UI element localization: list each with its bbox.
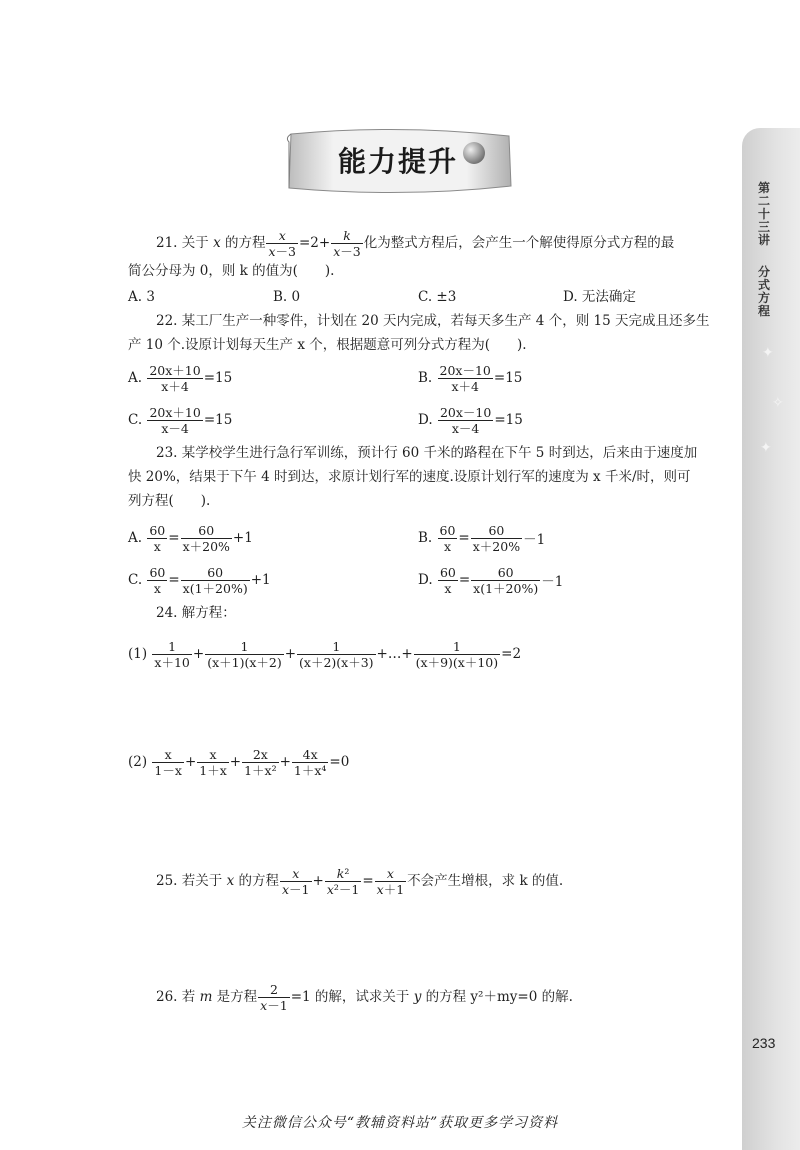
question-23: 23. 某学校学生进行急行军训练，预计行 60 千米的路程在下午 5 时到达，后来由于速度加 bbox=[156, 445, 698, 461]
chapter-label: 第二十三讲 bbox=[757, 181, 770, 247]
question-23-line2: 快 20%，结果于下午 4 时到达，求原计划行军的速度.设原计划行军的速度为 x 千米/时，则可 bbox=[128, 469, 691, 485]
option-b: B. 0 bbox=[273, 289, 301, 305]
question-21: 21. 关于 x 的方程 $\frac{x}{x-3}$ =2+ $\frac{k}{x-3}$ 化为整式方程后，会产生一个解使得原分式方程的最 bbox=[156, 228, 675, 259]
question-22-line2: 产 10 个.设原计划每天生产 x 个，根据题意可列分式方程为( ). bbox=[128, 337, 527, 353]
question-26: 26. 若 m 是方程 $\frac{2}{x-1}$ =1 的解，试求关于 y 的方程 y²＋my=0 的解. bbox=[156, 981, 573, 1013]
question-21-options bbox=[128, 285, 728, 309]
decoration-icon: ✧ bbox=[772, 395, 784, 411]
question-23-options-ab: A. $\frac{60}{x}$ = $\frac{60}{x+20\%}$ +1 B. $\frac{60}{x}$ = $\frac{60}{x+20\%}$ －1 bbox=[128, 522, 546, 554]
question-24-part1: (1) $\frac{1}{x+10}$ + $\frac{1}{(x+1)(x+2)}$ + $\frac{1}{(x+2)(x+3)}$ +…+ $\frac{1}{(x+9)(x+10)}$ =2 bbox=[128, 638, 522, 670]
decoration-icon: ✦ bbox=[760, 440, 772, 456]
exercise-content bbox=[128, 228, 728, 1017]
question-25: 25. 若关于 x 的方程 $\frac{x}{x-1}$ + $\frac{\text{k²}}{\text{x²－1}}$ = $\frac{x}{x+1}$ 不会产生增根，求 k 的值. bbox=[156, 865, 564, 897]
chapter-topic: 分式方程 bbox=[757, 265, 770, 318]
question-21-line2: 简公分母为 0，则 k 的值为( ). bbox=[128, 263, 335, 279]
footer-note: 关注微信公众号“教辅资料站”获取更多学习资料 bbox=[241, 1115, 559, 1131]
option-d: D. 无法确定 bbox=[563, 289, 636, 305]
question-24-part2: (2) $\frac{x}{1-x}$ + $\frac{x}{1+x}$ + $\frac{2x}{\text{1＋x²}}$ + $\frac{4x}{\text{1＋x⁴}}$ =0 bbox=[128, 746, 350, 778]
question-23-line3: 列方程( ). bbox=[128, 493, 211, 509]
decoration-icon: ✦ bbox=[762, 345, 774, 361]
fraction: $\frac{x}{x-3}$ bbox=[268, 228, 296, 259]
ball-icon bbox=[463, 142, 485, 164]
fraction: $\frac{k}{x-3}$ bbox=[333, 228, 361, 259]
question-22: 22. 某工厂生产一种零件，计划在 20 天内完成，若每天多生产 4 个，则 15 天完成且还多生 bbox=[156, 313, 710, 329]
question-24: 24. 解方程： bbox=[156, 605, 236, 621]
question-22-options-cd: C. $\frac{20x+10}{x-4}$ =15 D. $\frac{20x-10}{x-4}$ =15 bbox=[128, 404, 523, 436]
option-c: C. ±3 bbox=[418, 289, 457, 305]
page-number: 233 bbox=[752, 1035, 776, 1051]
question-22-options-ab: A. $\frac{20x+10}{x+4}$ =15 B. $\frac{20x-10}{x+4}$ =15 bbox=[128, 362, 523, 394]
option-a: A. 3 bbox=[128, 289, 155, 305]
section-title: 能力提升 bbox=[337, 145, 458, 178]
question-23-options-cd: C. $\frac{60}{x}$ = $\frac{60}{x(1+20\%)}$ +1 D. $\frac{60}{x}$ = $\frac{60}{x(1+20\%)}$ －1 bbox=[128, 564, 564, 596]
